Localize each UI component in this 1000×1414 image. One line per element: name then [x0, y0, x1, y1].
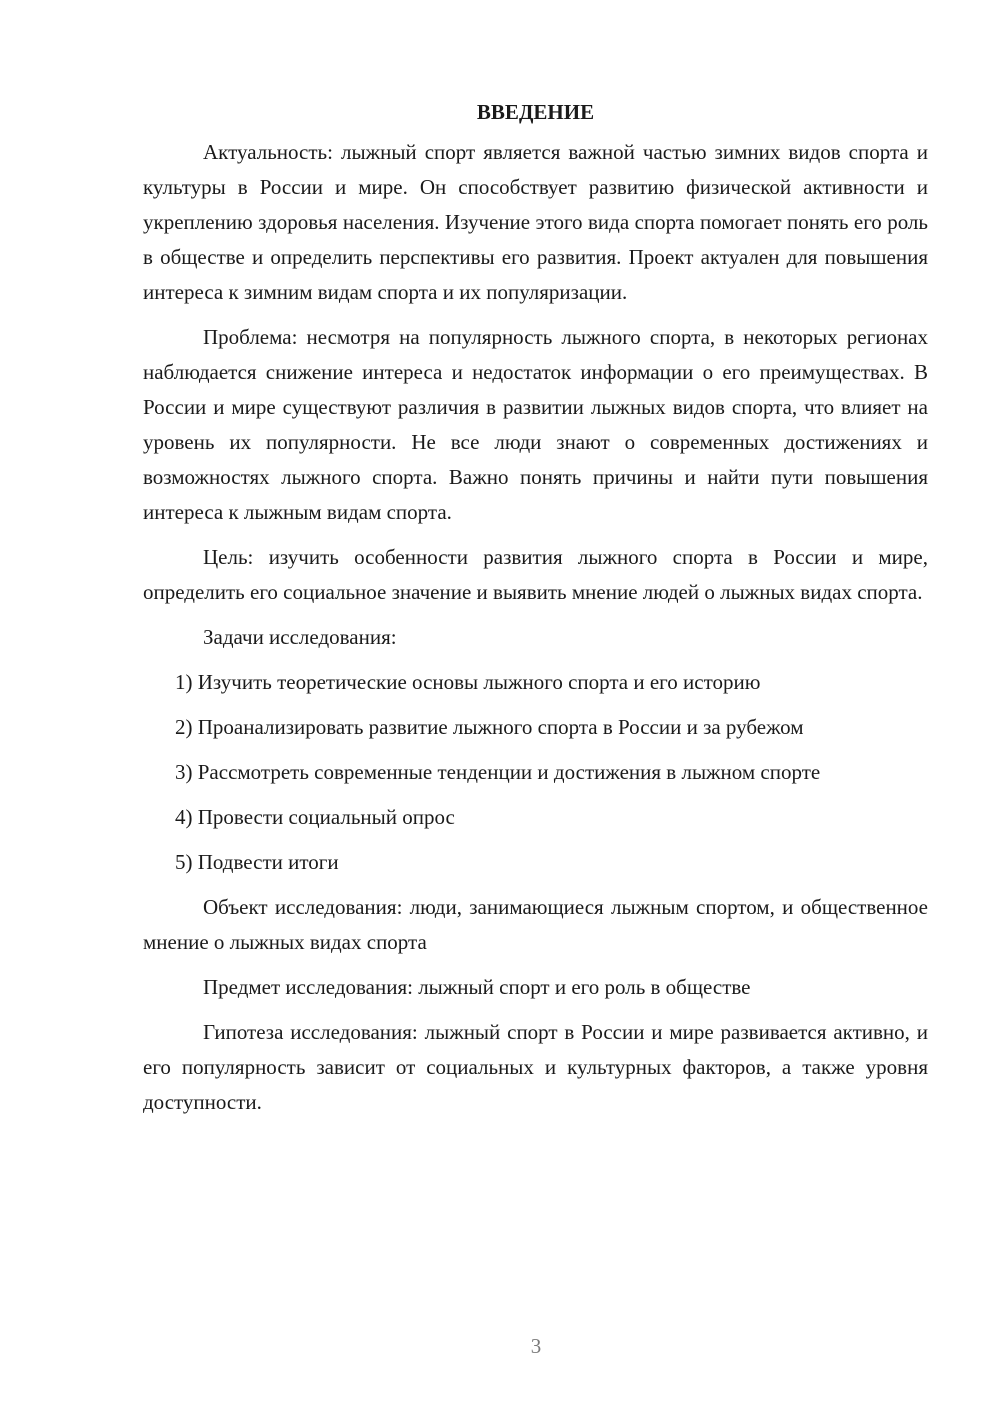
tasks-heading: Задачи исследования:: [203, 625, 397, 649]
task-item: 4) Провести социальный опрос: [175, 805, 455, 829]
task-item: 2) Проанализировать развитие лыжного спорта в России и за рубежом: [175, 715, 804, 739]
hypothesis-paragraph: Гипотеза исследования: лыжный спорт в России и мире развивается активно, и его популярность зависит от социальных и культурных факторов, а также уровня доступности.: [143, 1020, 928, 1114]
problem-paragraph: Проблема: несмотря на популярность лыжного спорта, в некоторых регионах наблюдается снижение интереса и недостаток информации о его преимуществах. В России и мире существуют различия в развитии лыжных видов спорта, что влияет на уровень их популярности. Не все люди знают о современных достижениях и возможностях лыжного спорта. Важно понять причины и найти пути повышения интереса к лыжным видам спорта.: [143, 325, 928, 524]
task-item: 1) Изучить теоретические основы лыжного спорта и его историю: [175, 670, 761, 694]
page-number: 3: [530, 1334, 542, 1358]
task-item: 3) Рассмотреть современные тенденции и достижения в лыжном спорте: [175, 760, 821, 784]
section-title: ВВЕДЕНИЕ: [476, 100, 595, 124]
goal-paragraph: Цель: изучить особенности развития лыжного спорта в России и мире, определить его социальное значение и выявить мнение людей о лыжных видах спорта.: [143, 545, 928, 604]
task-item: 5) Подвести итоги: [175, 850, 339, 874]
document-page: [143, 96, 928, 1130]
object-paragraph: Объект исследования: люди, занимающиеся лыжным спортом, и общественное мнение о лыжных видах спорта: [143, 895, 928, 954]
subject-paragraph: Предмет исследования: лыжный спорт и его роль в обществе: [203, 975, 751, 999]
relevance-paragraph: Актуальность: лыжный спорт является важной частью зимних видов спорта и культуры в России и мире. Он способствует развитию физической активности и укреплению здоровья населения. Изучение этого вида спорта помогает понять его роль в обществе и определить перспективы его развития. Проект актуален для повышения интереса к зимним видам спорта и их популяризации.: [143, 140, 928, 304]
